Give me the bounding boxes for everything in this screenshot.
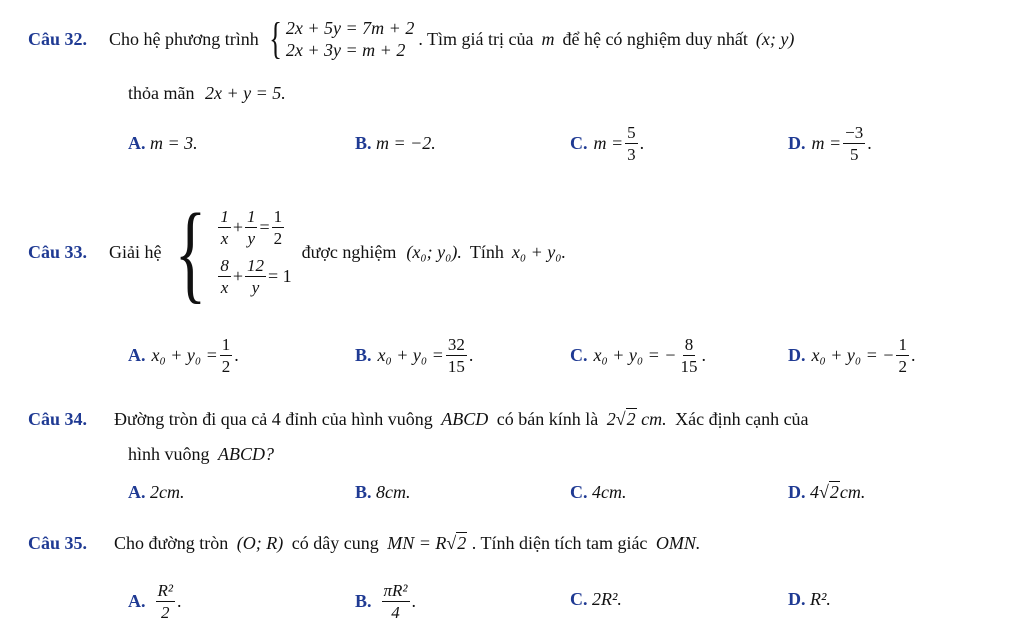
q33-system (216, 208, 291, 296)
option-text: m = −2. (376, 133, 436, 153)
option-prefix: x₀ + y₀ = (377, 344, 444, 365)
option-label: B. (355, 133, 372, 153)
option-text: 4cm. (592, 482, 627, 502)
q32-intro: Cho hệ phương trình (109, 28, 259, 49)
q35-line1 (28, 533, 700, 554)
q34-option-b[interactable] (355, 482, 411, 503)
q32-eq1: 2x + 5y = 7m + 2 (285, 17, 415, 38)
option-label: B. (355, 344, 372, 365)
q35-circle: (O; R) (236, 533, 284, 553)
option-label: D. (788, 344, 806, 365)
q32-line1 (28, 14, 794, 64)
q34-text1: Đường tròn đi qua cả 4 đỉnh của hình vuông (114, 409, 433, 429)
q32-brace: { (269, 14, 282, 63)
q35-option-a[interactable]: A. $\frac{\text{R²}}{2}$ . (128, 580, 182, 622)
option-prefix: m = (811, 132, 842, 153)
q33-pair: (x₀; y₀). (406, 241, 462, 262)
q34-label: Câu 34. (28, 409, 88, 429)
q33-row2: $\frac{8}{x}$ + $\frac{12}{y}$ = 1 (220, 256, 292, 297)
option-fraction: $\frac{1}{2}$ (898, 334, 907, 376)
q34-abcd: ABCD (441, 409, 489, 429)
q33-option-c[interactable]: C. x₀ + y₀ = − $\frac{8}{15}$ . (570, 334, 706, 376)
option-fraction: $\frac{1}{2}$ (221, 334, 231, 376)
option-label: A. (128, 590, 146, 611)
option-label: A. (128, 344, 146, 365)
q34-line1 (28, 409, 809, 430)
q35-label: Câu 35. (28, 533, 88, 553)
q33-option-b[interactable]: B. x₀ + y₀ = $\frac{32}{15}$ . (355, 334, 474, 376)
q35-text1: Cho đường tròn (114, 533, 229, 553)
q32-system (286, 17, 414, 62)
q32-eq2: 2x + 3y = m + 2 (285, 40, 406, 60)
option-prefix: x₀ + y₀ = (151, 344, 218, 365)
q33-option-d[interactable]: D. x₀ + y₀ = − $\frac{1}{2}$ . (788, 334, 916, 376)
q33-label: Câu 33. (28, 241, 88, 262)
option-label: C. (570, 482, 588, 502)
option-label: A. (128, 133, 146, 153)
q35-option-d[interactable] (788, 589, 831, 610)
q35-text3: . Tính diện tích tam giác (471, 533, 648, 553)
option-fraction: $\frac{32}{15}$ (447, 334, 465, 376)
option-fraction: $\frac{8}{15}$ (680, 334, 698, 376)
option-label: B. (355, 482, 372, 502)
q34-text2: có bán kính là (496, 409, 599, 429)
option-fraction: $\frac{5}{3}$ (627, 122, 636, 164)
option-label: D. (788, 482, 806, 502)
option-text: R². (810, 589, 831, 609)
q35-chord: MN = R√2 (387, 533, 467, 553)
q34-option-d[interactable] (788, 482, 865, 503)
q33-option-a[interactable]: A. x₀ + y₀ = $\frac{1}{2}$ . (128, 334, 239, 376)
q33-brace: { (174, 191, 206, 313)
q32-option-d[interactable]: D. m = $\frac{-3}{5}$ . (788, 122, 872, 164)
option-fraction: $\frac{\text{πR²}}{4}$ (383, 580, 408, 622)
q34-line2-text: hình vuông (128, 444, 210, 464)
option-label: C. (570, 132, 588, 153)
q32-label: Câu 32. (28, 28, 88, 49)
q32-option-b[interactable] (355, 133, 436, 154)
q33-row1: $\frac{1}{x}$ + $\frac{1}{y}$ = $\frac{1}{2}$ (220, 207, 283, 248)
q34-option-c[interactable] (570, 482, 627, 503)
q32-option-a[interactable] (128, 133, 198, 154)
q32-line2-math: 2x + y = 5. (204, 83, 286, 103)
option-label: D. (788, 132, 806, 153)
q35-text2: có dây cung (291, 533, 379, 553)
q35-tri: OMN. (655, 533, 701, 553)
q34-text3: Xác định cạnh của (675, 409, 809, 429)
q33-intro: Giải hệ (109, 241, 162, 262)
option-prefix: m = (593, 132, 624, 153)
option-label: C. (570, 589, 588, 609)
q33-line1 (28, 184, 566, 320)
option-prefix: x₀ + y₀ = − (811, 344, 895, 365)
q35-option-c[interactable] (570, 589, 622, 610)
q32-line2-text: thỏa mãn (128, 83, 195, 103)
option-text: 8cm. (376, 482, 411, 502)
option-fraction: $\frac{\text{R²}}{2}$ (157, 580, 173, 622)
q34-line2-math: ABCD? (218, 444, 275, 464)
option-label: C. (570, 344, 588, 365)
q33-ask: Tính (469, 241, 504, 262)
q33-expr: x₀ + y₀. (511, 241, 567, 262)
q34-radius: 2√2 cm. (606, 409, 667, 429)
option-label: B. (355, 590, 372, 611)
q32-line2 (128, 83, 286, 104)
q32-ask2: để hệ có nghiệm duy nhất (562, 28, 748, 49)
q32-var-m: m (541, 28, 555, 49)
option-text: 2R². (592, 589, 622, 609)
q35-option-b[interactable]: B. $\frac{\text{πR²}}{4}$ . (355, 580, 417, 622)
option-text: m = 3. (150, 133, 198, 153)
q33-after: được nghiệm (301, 241, 397, 262)
option-label: A. (128, 482, 146, 502)
q34-line2 (128, 444, 274, 465)
option-text: 2cm. (150, 482, 185, 502)
q34-option-a[interactable] (128, 482, 185, 503)
option-fraction: $\frac{-3}{5}$ (845, 122, 864, 164)
option-prefix: x₀ + y₀ = − (593, 344, 677, 365)
option-label: D. (788, 589, 806, 609)
q32-pair: (x; y) (755, 28, 795, 49)
q32-option-c[interactable]: C. m = $\frac{5}{3}$ . (570, 122, 645, 164)
q32-ask: . Tìm giá trị của (418, 28, 534, 49)
option-text: 4√2cm. (810, 482, 866, 502)
